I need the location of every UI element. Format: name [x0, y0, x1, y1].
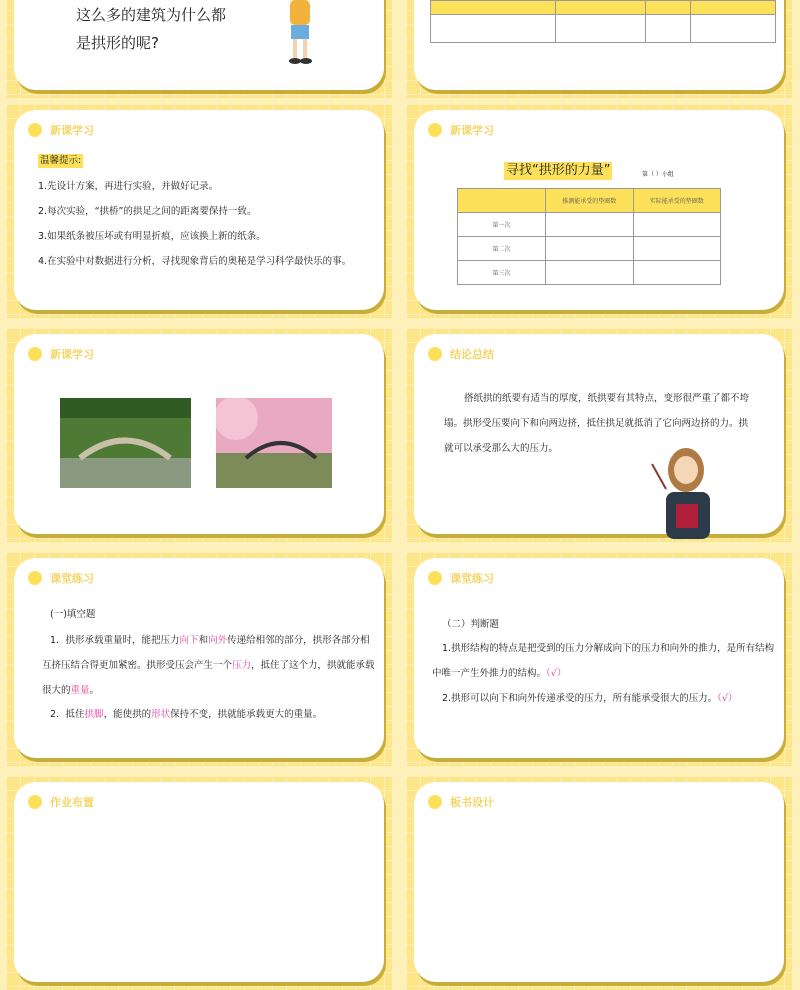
slide-thumbnail-1[interactable]	[6, 0, 392, 98]
slide-thumbnail-4[interactable]	[406, 104, 792, 318]
table-title: 寻找“拱形的力量”	[506, 163, 611, 178]
bullet-dot-icon	[28, 795, 42, 809]
slide-header: 课堂练习	[450, 572, 494, 585]
bullet-dot-icon	[28, 571, 42, 585]
teacher-illustration	[648, 444, 728, 539]
slide-thumbnail-6[interactable]	[406, 328, 792, 542]
judge-question-2: 2.拱形可以向下和向外传递承受的压力，所有能承受很大的压力。（√）	[442, 693, 738, 704]
slide-header: 新课学习	[50, 124, 94, 137]
boy-illustration	[280, 0, 320, 70]
group-label: 第（ ）小组	[642, 171, 674, 178]
row-label: 第一次	[458, 213, 546, 237]
slide-thumbnail-3[interactable]	[6, 104, 392, 318]
bullet-dot-icon	[428, 795, 442, 809]
slide-text: 是拱形的呢?	[76, 34, 159, 52]
bullet-dot-icon	[428, 123, 442, 137]
section-title: (一)填空题	[50, 609, 96, 620]
row-label: 第三次	[458, 261, 546, 285]
slide-thumbnail-10[interactable]	[406, 776, 792, 990]
record-table	[430, 0, 776, 43]
slide-thumbnail-9[interactable]	[6, 776, 392, 990]
conclusion-text: 搭纸拱的纸要有适当的厚度，纸拱要有其特点，变形很严重了都不垮塌。拱形受压要向下和向两边挤，抵住拱足就抵消了它向两边挤的力。拱就可以承受那么大的压力。	[444, 393, 750, 454]
row-label: 第二次	[458, 237, 546, 261]
tip-item: 1.先设计方案，再进行实验，并做好记录。	[38, 181, 219, 192]
column-header: 实际能承受的垫圈数	[633, 189, 721, 213]
tip-title: 温馨提示:	[40, 155, 82, 166]
slide-text: 这么多的建筑为什么都	[76, 6, 227, 24]
slide-thumbnail-7[interactable]	[6, 552, 392, 766]
slide-thumbnail-8[interactable]	[406, 552, 792, 766]
section-title: （二）判断题	[442, 619, 500, 630]
bullet-dot-icon	[428, 571, 442, 585]
bridge-photo-garden	[60, 398, 191, 488]
slide-header: 课堂练习	[50, 572, 94, 585]
column-header: 推测能承受的垫圈数	[546, 189, 634, 213]
slide-header: 作业布置	[50, 796, 94, 809]
tip-item: 2.每次实验，“拱桥”的拱足之间的距离要保持一致。	[38, 206, 257, 217]
slide-header: 结论总结	[450, 348, 494, 361]
slide-thumbnail-5[interactable]	[6, 328, 392, 542]
tip-item: 3.如果纸条被压坏或有明显折痕，应该换上新的纸条。	[38, 231, 266, 242]
bullet-dot-icon	[28, 347, 42, 361]
bullet-dot-icon	[28, 123, 42, 137]
force-table	[457, 188, 721, 285]
column-header	[458, 189, 546, 213]
tip-item: 4.在实验中对数据进行分析，寻找现象背后的奥秘是学习科学最快乐的事。	[38, 256, 352, 267]
question-1: 1．拱形承载重量时，能把压力向下和向外传递给相邻的部分，拱形各部分相互挤压结合得更加紧密。拱形受压会产生一个压力，抵住了这个力，拱就能承载很大的重量。	[42, 635, 375, 696]
slide-header: 新课学习	[450, 124, 494, 137]
question-2: 2．抵住拱脚，能使拱的形状保持不变，拱就能承载更大的重量。	[50, 709, 323, 720]
bridge-photo-blossom	[216, 398, 332, 488]
judge-question-1: 1.拱形结构的特点是把受到的压力分解成向下的压力和向外的推力，是所有结构中唯一产生外推力的结构。（√）	[432, 643, 775, 679]
slide-header: 板书设计	[450, 796, 494, 809]
slide-thumbnail-2[interactable]	[406, 0, 792, 98]
bullet-dot-icon	[428, 347, 442, 361]
slide-header: 新课学习	[50, 348, 94, 361]
